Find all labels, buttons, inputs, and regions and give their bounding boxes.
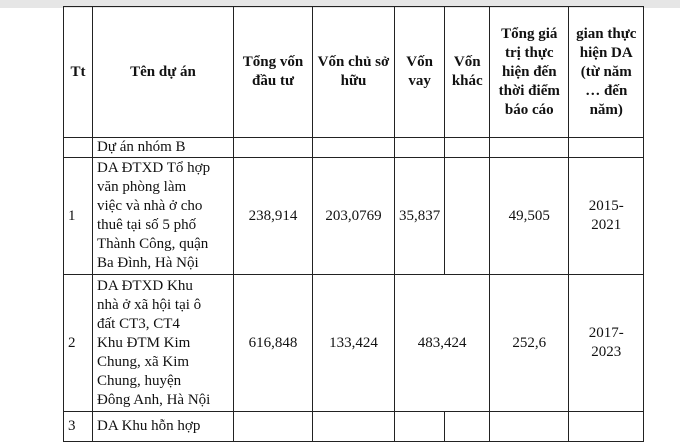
header-other: Vốn khác	[445, 7, 490, 138]
row-number: 1	[64, 158, 93, 275]
project-name-line: DA ĐTXD Tổ hợp	[97, 160, 211, 176]
value-done: 252,6	[490, 275, 569, 412]
project-name-line: văn phòng làm	[97, 179, 187, 195]
table-row	[64, 158, 644, 275]
total-capital: 238,914	[234, 158, 313, 275]
duration-line: 2021	[591, 217, 622, 233]
project-name-line: Chung, xã Kim	[97, 353, 190, 370]
empty-cell	[490, 138, 569, 158]
equity: 133,424	[313, 275, 395, 412]
other-capital	[445, 158, 490, 275]
loan: 35,837	[395, 158, 445, 275]
duration	[569, 275, 644, 412]
group-label: Dự án nhóm B	[93, 138, 234, 158]
project-name-line: đất CT3, CT4	[97, 315, 180, 332]
project-name: DA Khu hỗn hợp	[93, 412, 234, 442]
header-value-done: Tổng giá trị thực hiện đến thời điểm báo cáo	[490, 7, 569, 138]
project-name-line: việc và nhà ở cho	[97, 198, 203, 214]
empty-cell	[569, 138, 644, 158]
loan-other-merged: 483,424	[395, 275, 490, 412]
header-total-capital: Tổng vốn đầu tư	[234, 7, 313, 138]
empty-cell	[490, 412, 569, 442]
duration-line: 2017-	[588, 325, 624, 341]
equity: 203,0769	[313, 158, 395, 275]
project-name-line: thuê tại số 5 phố	[97, 217, 197, 233]
total-capital: 616,848	[234, 275, 313, 412]
project-name	[93, 158, 234, 275]
header-tt: Tt	[64, 7, 93, 138]
project-name-line: DA ĐTXD Khu	[97, 277, 193, 294]
row-number: 3	[64, 412, 93, 442]
empty-cell	[395, 138, 445, 158]
table-row	[64, 275, 644, 412]
value-done: 49,505	[490, 158, 569, 275]
project-name-line: Thành Công, quận	[97, 236, 209, 252]
row-number: 2	[64, 275, 93, 412]
project-name-line: Đông Anh, Hà Nội	[97, 391, 211, 408]
project-table	[63, 6, 644, 442]
header-loan: Vốn vay	[395, 7, 445, 138]
empty-cell	[313, 138, 395, 158]
empty-cell	[445, 138, 490, 158]
header-equity: Vốn chủ sở hữu	[313, 7, 395, 138]
project-name-line: nhà ở xã hội tại ô	[97, 296, 202, 313]
header-project-name: Tên dự án	[93, 7, 234, 138]
group-tt-cell	[64, 138, 93, 158]
empty-cell	[313, 412, 395, 442]
project-name-line: Khu ĐTM Kim	[97, 334, 191, 351]
duration	[569, 158, 644, 275]
duration-line: 2023	[591, 344, 622, 360]
empty-cell	[234, 412, 313, 442]
project-name-line: Ba Đình, Hà Nội	[97, 255, 199, 271]
project-name	[93, 275, 234, 412]
project-name-line: Chung, huyện	[97, 372, 182, 389]
duration-line: 2015-	[588, 198, 624, 214]
group-row	[64, 138, 644, 158]
header-duration: gian thực hiện DA (từ năm … đến năm)	[569, 7, 644, 138]
table-row	[64, 412, 644, 442]
empty-cell	[395, 412, 445, 442]
empty-cell	[234, 138, 313, 158]
header-row	[64, 7, 644, 138]
empty-cell	[445, 412, 490, 442]
empty-cell	[569, 412, 644, 442]
